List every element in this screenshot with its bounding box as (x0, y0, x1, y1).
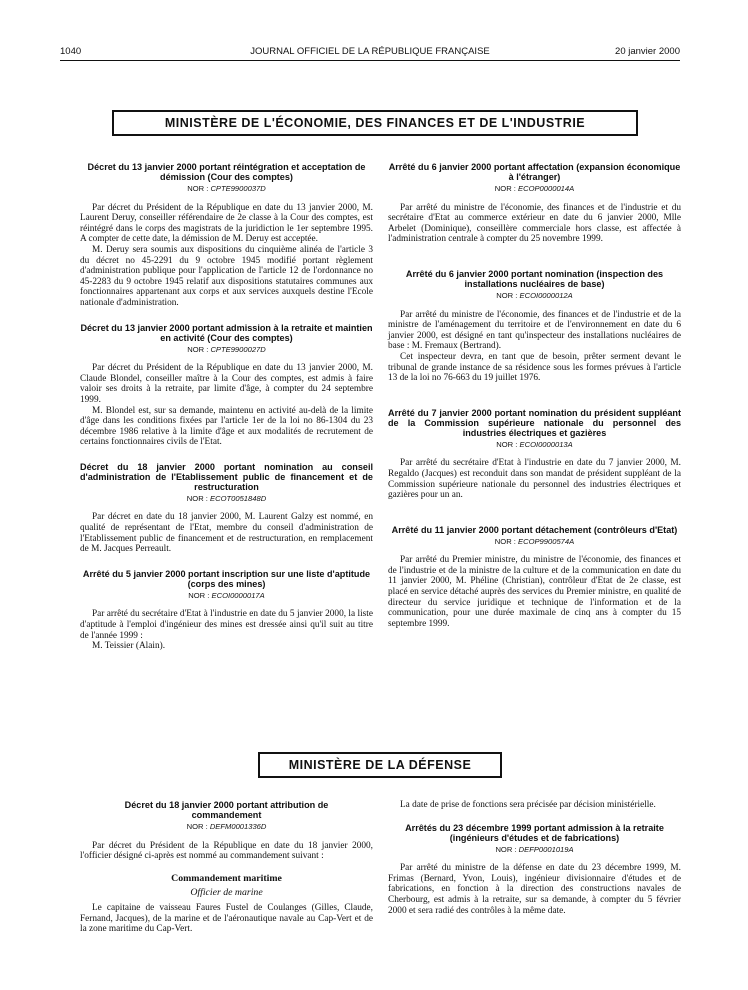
nor-reference: NOR : ECOI0000013A (496, 439, 573, 449)
issue-date: 20 janvier 2000 (615, 46, 680, 57)
act-title: Arrêté du 7 janvier 2000 portant nomination du président suppléant de la Commission supérieure nationale du personnel des industries électriques et gazières (388, 407, 681, 438)
act-paragraph: Par décret du Président de la République en date du 13 janvier 2000, M. Claude Blondel, conseiller maître à la Cour des comptes, est admis à faire valoir ses droits à la retraite, par limite d'âge, à compter du 24 septembre 1999. (80, 363, 373, 405)
act-pheline (388, 525, 681, 630)
right-column-top (388, 162, 681, 629)
act-paragraph: Par arrêté du secrétaire d'Etat à l'industrie en date du 7 janvier 2000, M. Regaldo (Jacques) est reconduit dans son mandat de président suppléant de la Commission supérieure nationale du personnel des industries électriques et gazières pour un an. (388, 458, 681, 501)
act-title: Décret du 18 janvier 2000 portant nomination au conseil d'administration de l'Etablissement public de financement et de restructuration (80, 461, 373, 492)
act-title: Décret du 18 janvier 2000 portant attribution de commandement (124, 800, 329, 820)
act-regaldo (388, 408, 681, 501)
nor-reference: NOR : ECOI0000017A (188, 590, 265, 600)
act-paragraph: Le capitaine de vaisseau Faures Fustel de Coulanges (Gilles, Claude, Fernand, Jacques), de la marine et de l'aéronautique navale au Cap-Vert et de la zone maritime du Cap-Vert. (80, 902, 373, 935)
left-column-bottom (80, 800, 373, 935)
act-paragraph: Par décret du Président de la République en date du 13 janvier 2000, M. Laurent Deruy, conseiller référendaire de 2e classe à la Cour des comptes, est réintégré dans le corps des magistrats de la juridiction le 1er septembre 1995. A compter de cette date, la démission de M. Deruy est acceptée. (80, 202, 373, 245)
act-paragraph: Par arrêté du ministre de l'économie, des finances et de l'industrie et du secrétaire d'Etat au commerce extérieur en date du 6 janvier 2000, Mlle Arbelet (Dominique), conseillère commerciale hors classe, est affectée à l'administration centrale à compter du 25 novembre 1999. (388, 202, 681, 245)
act-teissier (80, 569, 373, 652)
ministry-heading-defense: MINISTÈRE DE LA DÉFENSE (258, 752, 502, 778)
page-number: 1040 (60, 46, 82, 57)
ministry-heading-economie: MINISTÈRE DE L'ÉCONOMIE, DES FINANCES ET DE L'INDUSTRIE (112, 110, 638, 136)
act-blondel (80, 323, 373, 448)
act-paragraph: Par arrêté du Premier ministre, du ministre de l'économie, des finances et de l'industrie et de la ministre de la culture et de la communication en date du 11 janvier 2000, M. Phéline (Christian), contrôleur d'Etat de 2e classe, est placé en service détaché auprès des services du Premier ministre, en qualité de directeur du service juridique et technique de l'information et de la communication, pour une durée maximale de cinq ans à compter du 15 septembre 1999. (388, 555, 681, 629)
act-paragraph: M. Blondel est, sur sa demande, maintenu en activité au-delà de la limite d'âge dans les conditions fixées par l'article 1er de la loi no 86-1304 du 23 décembre 1986 relative à la limite d'âge et aux modalités de recrutement de certains fonctionnaires civils de l'Etat. (80, 405, 373, 448)
act-paragraph: Cet inspecteur devra, en tant que de besoin, prêter serment devant le tribunal de grande instance de sa résidence sous les formes prévues à l'article 13 de la loi no 76-663 du 19 juillet 1976. (388, 351, 681, 384)
nor-reference: NOR : ECOP0000014A (494, 184, 575, 193)
header-rule (60, 60, 680, 61)
nor-reference: NOR : ECOT0051848D (186, 493, 267, 503)
act-deruy (80, 162, 373, 309)
act-paragraph: Par arrêté du secrétaire d'Etat à l'industrie en date du 5 janvier 2000, la liste d'aptitude à l'emploi d'ingénieur des mines est dressée ainsi qu'il suit au titre de l'année 1999 : (80, 609, 373, 641)
running-header (60, 46, 680, 60)
act-title: Arrêté du 5 janvier 2000 portant inscription sur une liste d'aptitude (corps des mines) (82, 568, 371, 589)
act-paragraph: Par arrêté du ministre de l'économie, des finances et de l'industrie et de la ministre de l'aménagement du territoire et de l'environnement en date du 6 janvier 2000, est désigné en tant qu'inspecteur des installations nucléaires de base : M. Fremaux (Bertrand). (388, 309, 681, 352)
act-paragraph: M. Deruy sera soumis aux dispositions du cinquième alinéa de l'article 3 du décret no 45-2291 du 9 octobre 1945 modifié portant règlement d'administration publique pour l'application de l'article 12 de l'ordonnance no 45-2283 du 9 octobre 1945 relatif aux dispositions statutaires communes aux fonctionnaires appartenant aux corps et aux services auxquels destine l'Ecole nationale d'administration. (80, 244, 373, 308)
act-title: Décret du 13 janvier 2000 portant réintégration et acceptation de démission (Cour des comptes) (87, 162, 366, 182)
act-paragraph: M. Teissier (Alain). (92, 641, 166, 652)
act-title: Arrêté du 6 janvier 2000 portant nomination (inspection des installations nucléaires de base) (405, 268, 664, 289)
act-paragraph: Par arrêté du ministre de la défense en date du 23 décembre 1999, M. Frimas (Bernard, Yvon, Louis), ingénieur divisionnaire d'études et de fabrications, en fonction à la direction des constructions navales de Cherbourg, est admis à la retraite, sur sa demande, à compter du 5 février 2000 et sera radié des contrôles à la même date. (388, 863, 681, 916)
act-paragraph: Par décret du Président de la République en date du 18 janvier 2000, l'officier désigné ci-après est nommé au commandement suivant : (80, 840, 373, 862)
nor-reference: NOR : CPTE9900037D (187, 184, 266, 193)
nor-reference: NOR : ECOP9900574A (494, 536, 575, 546)
act-galzy (80, 462, 373, 555)
act-paragraph: Par décret en date du 18 janvier 2000, M. Laurent Galzy est nommé, en qualité de représentant de l'Etat, membre du conseil d'administration de l'Etablissement public de financement et de restructuration, en remplacement de M. Jacques Perreault. (80, 512, 373, 555)
subheading: Commandement maritime (171, 872, 282, 884)
nor-reference: NOR : CPTE9900027D (187, 344, 266, 354)
act-faures (80, 800, 373, 935)
act-title: Arrêté du 11 janvier 2000 portant détachement (contrôleurs d'Etat) (391, 524, 678, 535)
act-paragraph: La date de prise de fonctions sera précisée par décision ministérielle. (400, 800, 656, 810)
act-frimas (388, 823, 681, 917)
journal-title: JOURNAL OFFICIEL DE LA RÉPUBLIQUE FRANÇAISE (250, 46, 490, 57)
act-title: Décret du 13 janvier 2000 portant admission à la retraite et maintien en activité (Cour des comptes) (80, 322, 373, 343)
act-title: Arrêtés du 23 décembre 1999 portant admission à la retraite (ingénieurs d'études et de fabrications) (405, 822, 664, 843)
act-fremaux (388, 269, 681, 384)
subheading-italic: Officier de marine (190, 887, 263, 899)
left-column-top (80, 162, 373, 652)
right-column-bottom (388, 800, 681, 916)
act-title: Arrêté du 6 janvier 2000 portant affectation (expansion économique à l'étranger) (388, 162, 681, 182)
nor-reference: NOR : DEFM0001336D (186, 822, 267, 831)
nor-reference: NOR : DEFP0001019A (495, 844, 574, 854)
act-arbelet (388, 162, 681, 245)
nor-reference: NOR : ECOI0000012A (496, 290, 573, 300)
